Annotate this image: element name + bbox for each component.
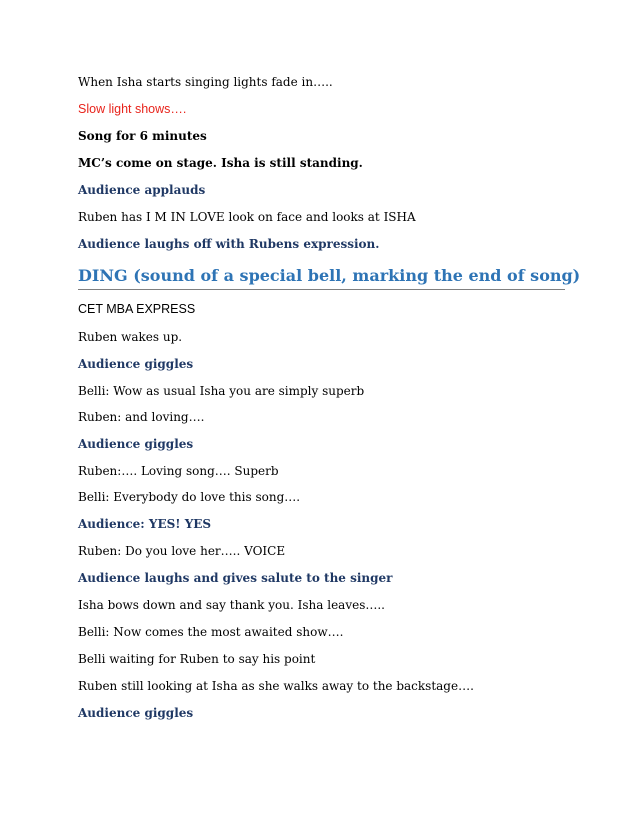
isha-bows-down: Isha bows down and say thank you. Isha leaves…..: [78, 598, 385, 612]
ruben-and-loving: Ruben: and loving….: [78, 410, 205, 424]
belli-everybody-line: Belli: Everybody do love this song….: [78, 490, 301, 504]
audience-giggles-2: Audience giggles: [78, 437, 194, 451]
ruben-wakes-up: Ruben wakes up.: [78, 330, 183, 344]
belli-wow-line: Belli: Wow as usual Isha you are simply superb: [78, 384, 365, 398]
stage-direction-lights-fade: When Isha starts singing lights fade in…..: [78, 75, 333, 89]
audience-giggles-3: Audience giggles: [78, 706, 194, 720]
belli-awaited-show: Belli: Now comes the most awaited show….: [78, 625, 344, 639]
stage-direction-slow-light: Slow light shows….: [78, 102, 187, 116]
audience-giggles-1: Audience giggles: [78, 357, 194, 371]
section-title-cet-mba-express: CET MBA EXPRESS: [78, 302, 196, 316]
audience-salute: Audience laughs and gives salute to the singer: [78, 571, 393, 585]
belli-waiting: Belli waiting for Ruben to say his point: [78, 652, 316, 666]
mc-on-stage-note: MC’s come on stage. Isha is still standing.: [78, 156, 363, 170]
audience-applauds: Audience applauds: [78, 183, 206, 197]
song-duration-note: Song for 6 minutes: [78, 129, 207, 143]
ruben-look-line: Ruben has I M IN LOVE look on face and looks at ISHA: [78, 210, 416, 224]
ding-heading: DING (sound of a special bell, marking the end of song): [78, 266, 581, 285]
heading-underline-rule: [78, 289, 565, 290]
ruben-still-looking: Ruben still looking at Isha as she walks away to the backstage….: [78, 679, 474, 693]
audience-laughs-off: Audience laughs off with Rubens expression.: [78, 237, 380, 251]
ruben-do-you-love: Ruben: Do you love her….. VOICE: [78, 544, 286, 558]
ruben-loving-song: Ruben:…. Loving song…. Superb: [78, 464, 279, 478]
audience-yes: Audience: YES! YES: [78, 517, 212, 531]
